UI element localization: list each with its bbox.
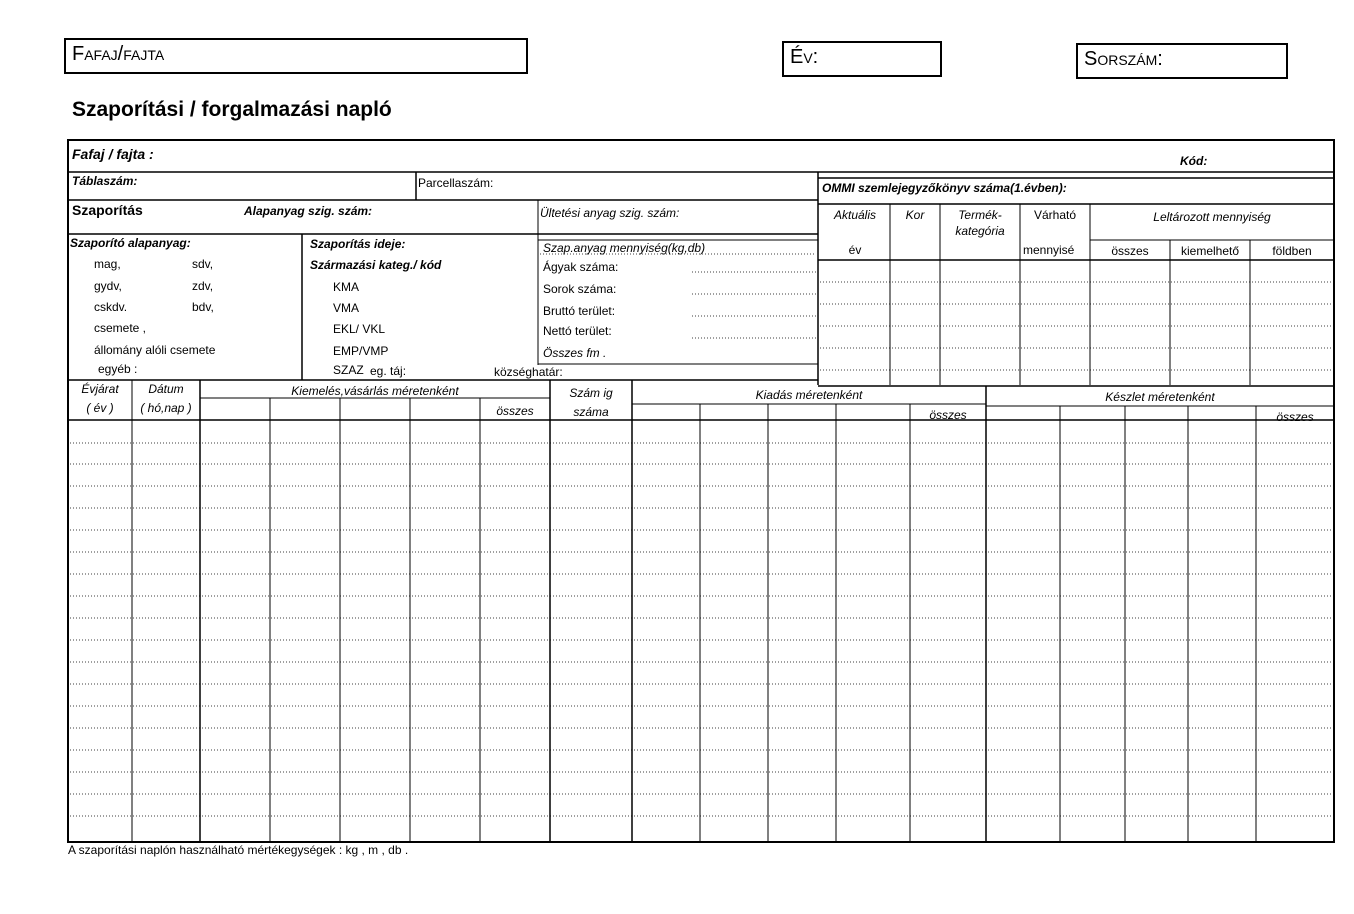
invoice-number-header: száma <box>573 405 609 419</box>
liftable-header: kiemelhető <box>1180 244 1240 258</box>
age-header: Kor <box>905 208 925 222</box>
material-quantity-label: Szap.anyag mennyiség(kg,db) <box>543 241 706 255</box>
invoice-header: Szám ig <box>569 386 613 400</box>
propagation-label: Szaporítás <box>72 202 143 218</box>
footnote: A szaporítási naplón használható mértékegységek : kg , m , db . <box>68 843 409 857</box>
item-seed: mag, <box>94 257 121 271</box>
expected-header: Várható <box>1033 208 1077 222</box>
item-gydv: gydv, <box>94 279 122 293</box>
vintage-header: Évjárat <box>81 382 119 396</box>
origin-ekl-vkl: EKL/ VKL <box>333 322 386 336</box>
item-other: egyéb : <box>98 362 138 376</box>
year-box-label: Év: <box>790 46 819 68</box>
total-meters-label: Összes fm . <box>543 346 607 360</box>
stock-header: Készlet méretenként <box>1105 390 1215 404</box>
ommi-record-label: OMMI szemlejegyzőkönyv száma(1.évben): <box>822 181 1067 195</box>
vintage-unit-header: ( év ) <box>86 401 114 415</box>
gross-area-label: Bruttó terület: <box>543 304 616 318</box>
item-bdv: bdv, <box>192 300 214 314</box>
item-sdv: sdv, <box>192 257 214 271</box>
category-header: kategória <box>955 224 1005 238</box>
lifting-total-header: összes <box>496 404 534 418</box>
item-cskdv: cskdv. <box>94 300 128 314</box>
page-title: Szaporítási / forgalmazási napló <box>72 98 392 121</box>
species-field-label: Fafaj / fajta : <box>72 146 154 162</box>
base-material-id-label: Alapanyag szig. szám: <box>244 204 373 218</box>
recorded-quantity-header: Leltározott mennyiség <box>1153 210 1271 224</box>
propagation-time-label: Szaporítás ideje: <box>310 237 406 251</box>
species-box-label: Fafaj/fajta <box>72 43 165 65</box>
item-understory-seedling: állomány alóli csemete <box>94 343 216 357</box>
rows-count-label: Sorok száma: <box>543 282 617 296</box>
quantity-header: mennyisé <box>1023 243 1075 257</box>
in-ground-header: földben <box>1272 244 1312 258</box>
origin-szaz: SZAZ <box>333 363 364 377</box>
origin-vma: VMA <box>333 301 360 315</box>
municipality-label: községhatár: <box>494 365 563 379</box>
beds-count-label: Ágyak száma: <box>543 260 619 274</box>
region-label: eg. táj: <box>370 364 407 378</box>
item-zdv: zdv, <box>192 279 214 293</box>
lifting-header: Kiemelés,vásárlás méretenként <box>291 384 459 398</box>
planting-material-id-label: Ültetési anyag szig. szám: <box>540 206 680 220</box>
code-field-label: Kód: <box>1180 154 1208 168</box>
table-number-label: Táblaszám: <box>72 174 138 188</box>
issue-header: Kiadás méretenként <box>755 388 863 402</box>
serial-box-label: Sorszám: <box>1084 48 1163 70</box>
year-header: év <box>848 243 862 257</box>
origin-category-label: Származási kateg./ kód <box>310 258 442 272</box>
base-material-heading: Szaporító alapanyag: <box>70 236 191 250</box>
recorded-total-header: összes <box>1111 244 1149 258</box>
item-seedling: csemete , <box>94 321 147 335</box>
origin-kma: KMA <box>333 280 360 294</box>
date-header: Dátum <box>148 382 184 396</box>
issue-total-header: összes <box>929 408 967 422</box>
origin-emp-vmp: EMP/VMP <box>333 344 389 358</box>
date-unit-header: ( hó,nap ) <box>140 401 192 415</box>
product-header: Termék- <box>958 208 1002 222</box>
net-area-label: Nettó terület: <box>543 324 612 338</box>
parcel-number-label: Parcellaszám: <box>418 176 494 190</box>
current-year-header: Aktuális <box>833 208 877 222</box>
stock-total-header: összes <box>1276 410 1314 424</box>
